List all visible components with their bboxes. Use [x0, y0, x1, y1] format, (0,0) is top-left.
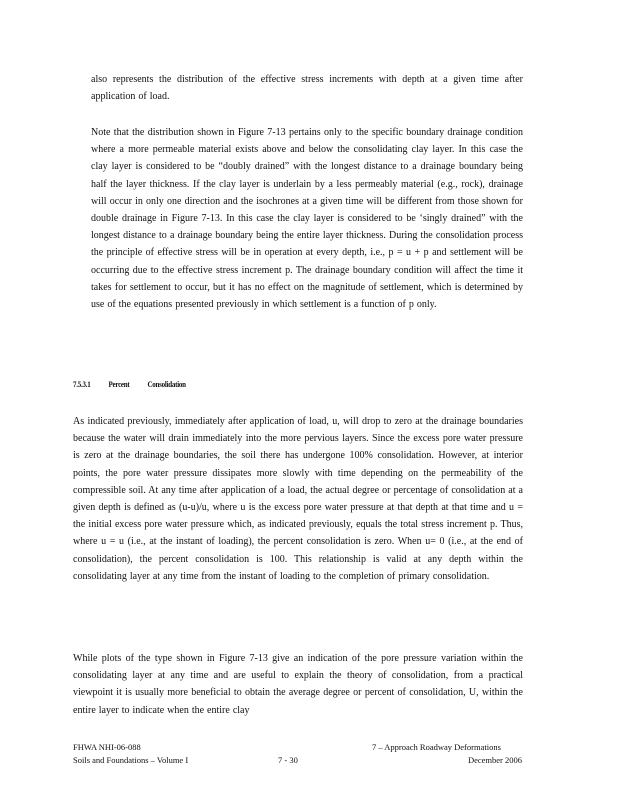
footer-right — [372, 741, 522, 767]
paragraph-continuation: also represents the distribution of the effective stress increments with depth at a given time after application of load. — [91, 74, 523, 103]
section-title-word-2: Consolidation — [147, 379, 186, 389]
section-title-word-1: Percent — [108, 379, 130, 389]
section-number: 7.5.3.1 — [73, 379, 91, 389]
footer-left — [73, 741, 188, 767]
footer-report-number: FHWA NHI-06-088 — [73, 742, 141, 752]
footer-date: December 2006 — [467, 755, 522, 765]
footer-page-number: 7 - 30 — [278, 755, 298, 765]
paragraph-drainage-note: Note that the distribution shown in Figure 7-13 pertains only to the specific boundary drainage condition where a more permeable material exists above and below the consolidating clay layer. In this case the clay layer is considered to be “doubly drained” with the longest distance to a drainage boundary being half the layer thickness. If the clay layer is underlain by a less permeably material (e.g., rock), drainage will occur in only one direction and the isochrones at a given time will be different from those shown for double drainage in Figure 7-13. In this case the clay layer is considered to be ‘singly drained” with the longest distance to a drainage boundary being the entire layer thickness. During the consolidation process the principle of effective stress will be in operation at every depth, i.e., p = u + p and settlement will be occurring due to the effective stress increment p. The drainage boundary condition will affect the time it takes for settlement to occur, but it has no effect on the magnitude of settlement, which is determined by use of the equations presented previously in which settlement is a function of p only. — [91, 127, 523, 311]
section-heading — [73, 379, 204, 389]
footer-chapter: 7 – Approach Roadway Deformations — [372, 742, 501, 752]
paragraph-average-consolidation: While plots of the type shown in Figure 7-13 give an indication of the pore pressure variation within the consolidating layer at any time and are useful to explain the theory of consolidation, from a practical viewpoint it is usually more beneficial to obtain the average degree or percent of consolidation, U, within the entire layer to indicate when the entire clay — [73, 653, 523, 716]
paragraph-percent-consolidation: As indicated previously, immediately after application of load, u, will drop to zero at the drainage boundaries because the water will drain immediately into the more pervious layers. Since the excess pore water pressure is zero at the drainage boundaries, the soil there has undergone 100% consolidation. However, at interior points, the pore water pressure dissipates more slowly with time depending on the permeability of the compressible soil. At any time after application of a load, the actual degree or percentage of consolidation at a given depth is defined as (u-u)/u, where u is the excess pore water pressure at that depth at that time and u = the initial excess pore water pressure which, as indicated previously, equals the total stress increment p. Thus, where u = u (i.e., at the instant of loading), the percent consolidation is zero. When u= 0 (i.e., at the end of consolidation), the percent consolidation is 100. This relationship is valid at any depth within the consolidating layer at any time from the instant of loading to the completion of primary consolidation. — [73, 416, 523, 582]
footer-report-title: Soils and Foundations – Volume I — [73, 755, 189, 765]
